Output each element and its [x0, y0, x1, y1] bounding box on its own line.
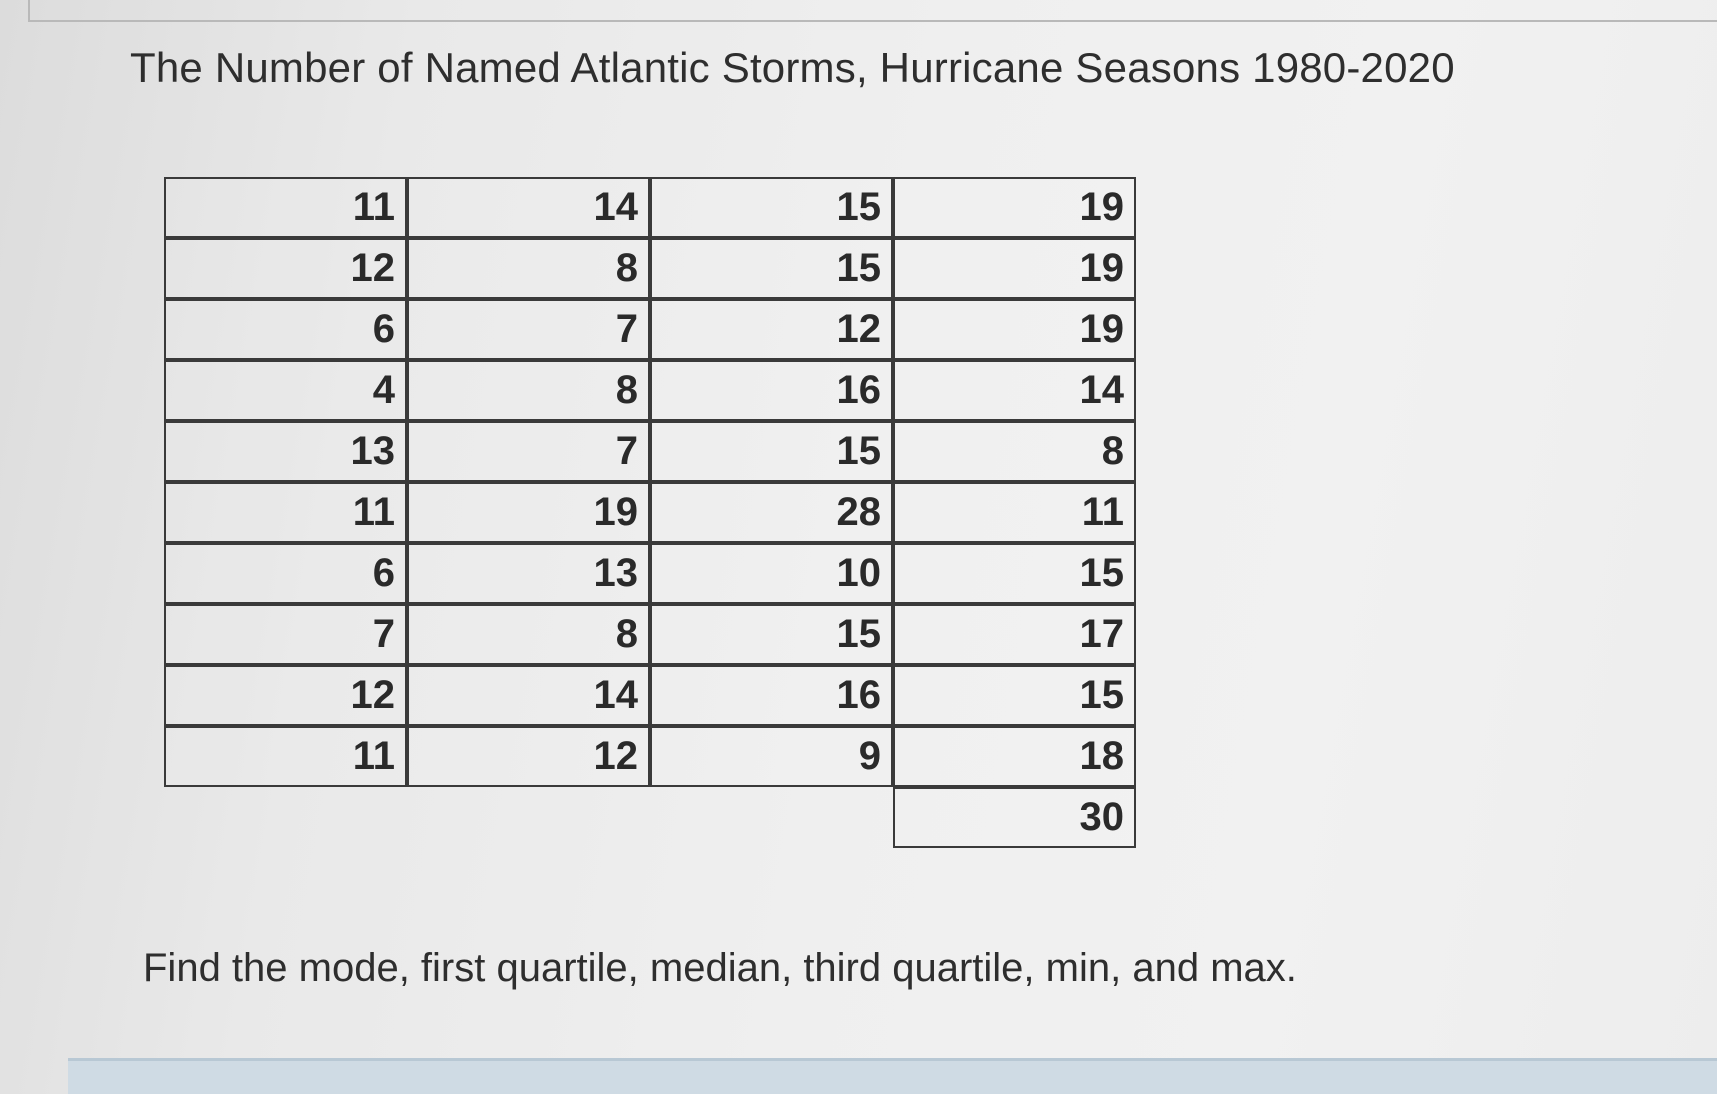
- table-cell: 12: [650, 299, 893, 360]
- top-divider: [28, 0, 1717, 22]
- table-cell: 11: [164, 482, 407, 543]
- table-cell: 15: [650, 238, 893, 299]
- table-cell: 12: [164, 238, 407, 299]
- table-cell: 12: [164, 665, 407, 726]
- table-cell: 12: [407, 726, 650, 787]
- table-cell: 6: [164, 543, 407, 604]
- table-cell: 13: [407, 543, 650, 604]
- table-cell: 4: [164, 360, 407, 421]
- table-cell: 10: [650, 543, 893, 604]
- table-cell: 7: [407, 299, 650, 360]
- table-cell: 18: [893, 726, 1136, 787]
- table-cell: 9: [650, 726, 893, 787]
- page-title: The Number of Named Atlantic Storms, Hurricane Seasons 1980-2020: [130, 44, 1455, 91]
- table-cell: 19: [893, 238, 1136, 299]
- table-cell: 15: [893, 665, 1136, 726]
- table-cell: 14: [407, 177, 650, 238]
- table-cell: 7: [164, 604, 407, 665]
- table-cell: 8: [407, 238, 650, 299]
- question-text: Find the mode, first quartile, median, third quartile, min, and max.: [143, 946, 1297, 990]
- table-cell: 19: [407, 482, 650, 543]
- table-cell: 13: [164, 421, 407, 482]
- answer-input-area[interactable]: [68, 1058, 1717, 1094]
- table-cell: 11: [893, 482, 1136, 543]
- table-cell: 11: [164, 726, 407, 787]
- table-cell: 11: [164, 177, 407, 238]
- table-cell: 7: [407, 421, 650, 482]
- table-cell: 6: [164, 299, 407, 360]
- table-cell: 19: [893, 299, 1136, 360]
- table-cell: 16: [650, 665, 893, 726]
- table-cell: 8: [407, 360, 650, 421]
- table-cell: 15: [893, 543, 1136, 604]
- storm-data-table: [165, 178, 1137, 846]
- table-cell: 15: [650, 177, 893, 238]
- table-cell: 8: [893, 421, 1136, 482]
- table-cell: 15: [650, 421, 893, 482]
- table-cell: 30: [893, 787, 1136, 848]
- table-cell: 15: [650, 604, 893, 665]
- table-cell: 28: [650, 482, 893, 543]
- table-cell: 14: [407, 665, 650, 726]
- table-cell: 8: [407, 604, 650, 665]
- table-cell: 17: [893, 604, 1136, 665]
- table-cell: 16: [650, 360, 893, 421]
- table-cell: 14: [893, 360, 1136, 421]
- table-cell: 19: [893, 177, 1136, 238]
